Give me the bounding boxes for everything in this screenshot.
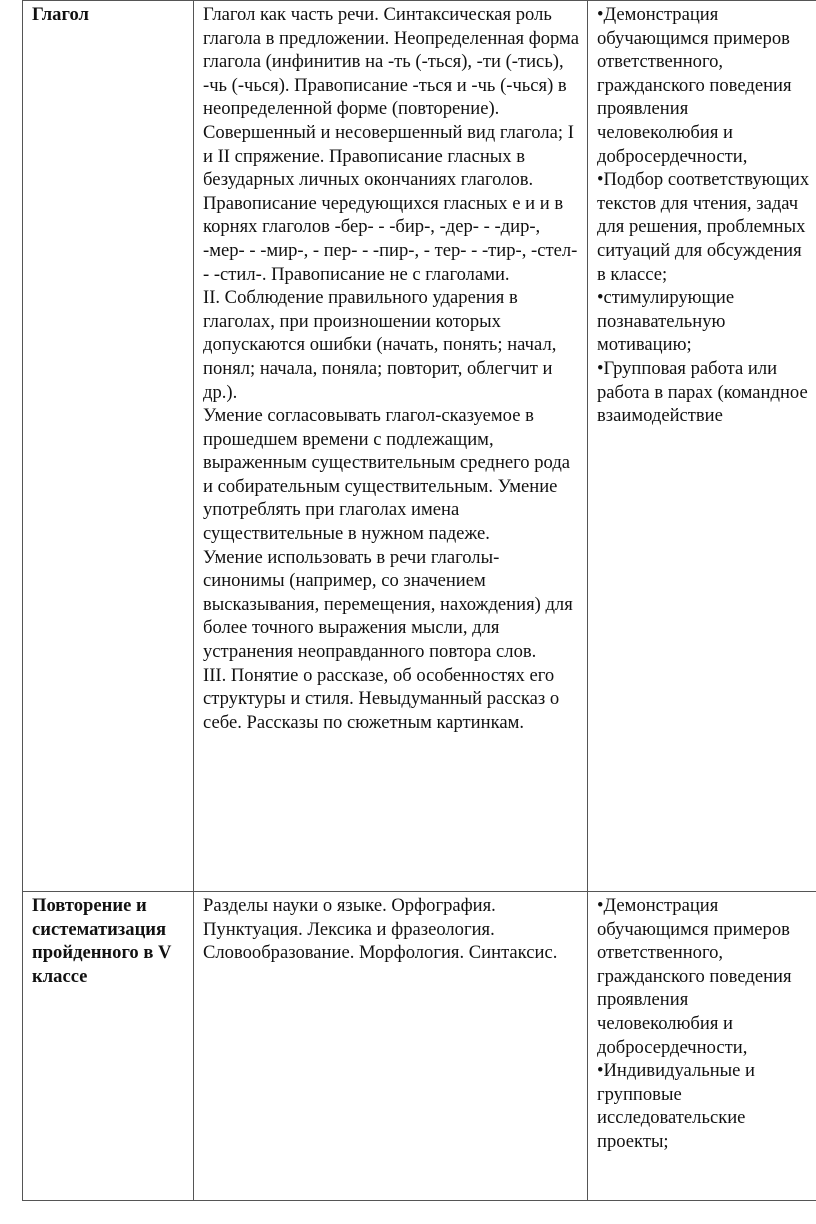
topic-title: Глагол — [32, 4, 89, 25]
content-paragraph: Разделы науки о языке. Орфография. Пунктуация. Лексика и фразеология. Словообразование. Морфология. Синтаксис. — [203, 895, 558, 964]
table-row — [23, 1, 816, 892]
activity-item: •Демонстрация обучающимся примеров ответственного, гражданского поведения проявления человеколюбия и добросердечности, — [597, 4, 792, 167]
topic-title: Повторение и систематизация пройденного в V классе — [32, 895, 172, 987]
content-paragraph: III. Понятие о рассказе, об особенностях его структуры и стиля. Невыдуманный рассказ о себе. Рассказы по сюжетным картинкам. — [203, 664, 560, 733]
activity-item: •Демонстрация обучающимся примеров ответственного, гражданского поведения проявления человеколюбия и добросердечности, — [597, 895, 792, 1058]
activity-item: •Подбор соответствующих текстов для чтения, задач для решения, проблемных ситуаций для обсуждения в классе; — [597, 169, 810, 285]
topic-cell — [23, 892, 194, 1201]
content-paragraph: Умение использовать в речи глаголы-синонимы (например, со значением высказывания, перемещения, нахождения) для более точного выражения мысли, для устранения неоправданного повтора слов. — [203, 546, 573, 663]
curriculum-table — [22, 0, 816, 1201]
table-row — [23, 892, 816, 1201]
topic-cell — [23, 1, 194, 892]
activity-item: •Индивидуальные и групповые исследовательские проекты; — [597, 1060, 756, 1152]
activity-item: •Групповая работа или работа в парах (командное взаимодействие — [597, 357, 808, 427]
content-paragraph: Правописание чередующихся гласных е и и в корнях глаголов -бер- - -бир-, -дер- - -дир-, -мер- - -мир-, - пер- - -пир-, - тер- - -тир-, -стел- - -стил-. Правописание не с глаголами. — [203, 192, 578, 285]
content-cell — [194, 1, 588, 892]
content-paragraph: II. Соблюдение правильного ударения в глаголах, при произношении которых допускаются ошибки (начать, понять; начал, понял; начала, поняла; повторит, облегчит и др.). — [203, 287, 557, 403]
content-cell — [194, 892, 588, 1201]
activities-cell — [588, 892, 816, 1201]
activity-item: •стимулирующие познавательную мотивацию; — [597, 287, 735, 356]
activities-cell — [588, 1, 816, 892]
content-paragraph: Глагол как часть речи. Синтаксическая роль глагола в предложении. Неопределенная форма глагола (инфинитив на -ть (-ться), -ти (-тись), -чь (-чься). Правописание -ться и -чь (-чься) в неопределенной форме (повторение). Совершенный и несовершенный вид глагола; I и II спряжение. Правописание гласных в безударных личных окончаниях глаголов. — [203, 4, 579, 191]
content-paragraph: Умение согласовывать глагол-сказуемое в прошедшем времени с подлежащим, выраженным существительным среднего рода и собирательным существительным. Умение употреблять при глаголах имена существительные в нужном падеже. — [203, 405, 571, 545]
